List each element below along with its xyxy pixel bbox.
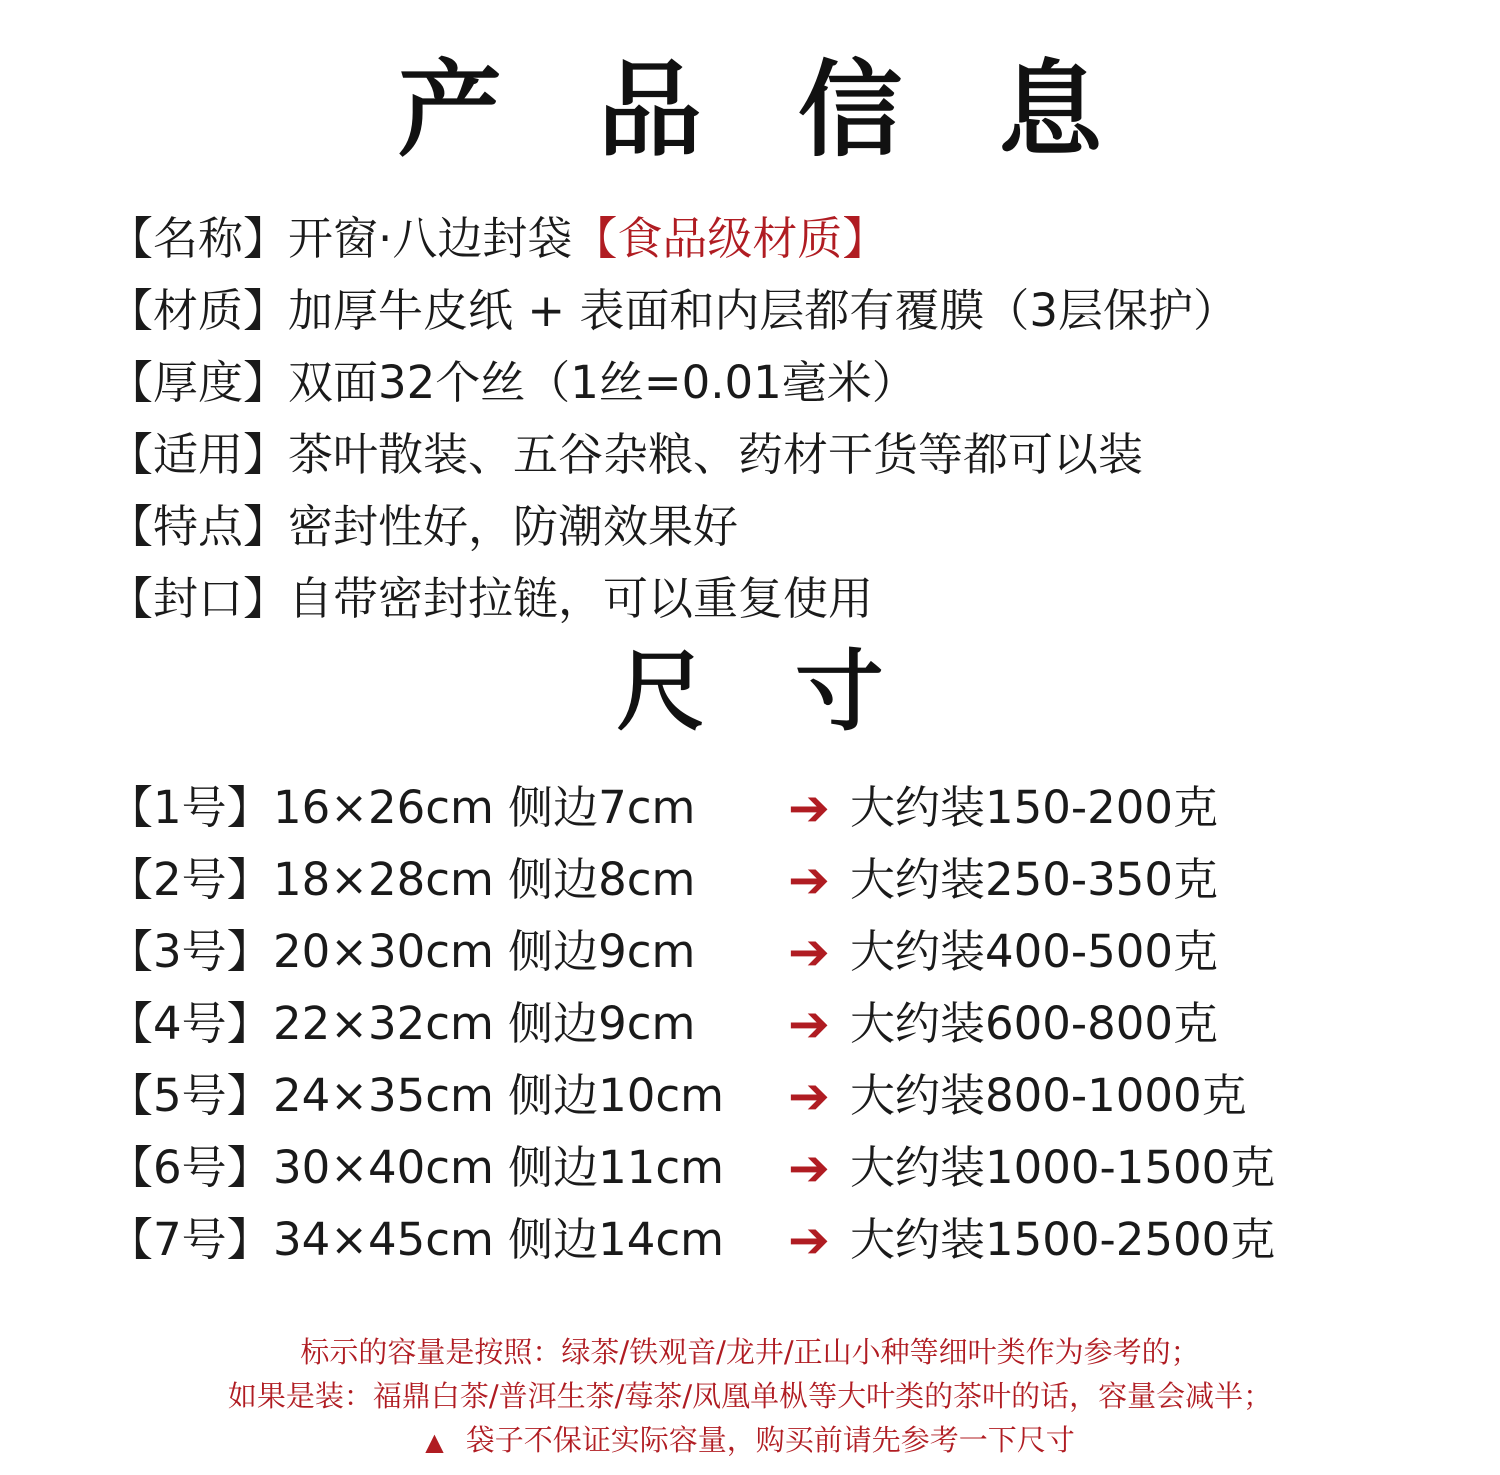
capacity-notes — [0, 1330, 1500, 1462]
info-value: 自带密封拉链，可以重复使用 — [288, 572, 874, 625]
info-row-thickness — [108, 347, 1238, 419]
size-number: 【7号】 — [108, 1213, 272, 1266]
size-dimensions: 34×45cm 侧边14cm — [273, 1213, 724, 1266]
size-capacity: 大约装400-500克 — [850, 925, 1219, 978]
info-value: 加厚牛皮纸 + 表面和内层都有覆膜（3层保护） — [288, 284, 1238, 337]
info-label: 【特点】 — [108, 500, 289, 553]
page-title: 产 品 信 息 — [397, 49, 1133, 171]
size-section-title: 尺 寸 — [616, 640, 914, 743]
size-capacity: 大约装1000-1500克 — [850, 1141, 1276, 1194]
size-number: 【6号】 — [108, 1141, 272, 1194]
info-row-usage — [108, 419, 1238, 491]
warning-triangle-icon: ▲ — [425, 1428, 444, 1456]
size-dimensions: 20×30cm 侧边9cm — [273, 925, 696, 978]
arrow-right-icon: ➔ — [788, 779, 830, 837]
info-value: 密封性好，防潮效果好 — [288, 500, 739, 553]
arrow-right-icon: ➔ — [788, 995, 830, 1053]
info-value: 开窗·八边封袋 — [288, 212, 573, 265]
note-line-3 — [0, 1418, 1500, 1462]
size-capacity: 大约装150-200克 — [850, 781, 1219, 834]
note-warning-text: 袋子不保证实际容量，购买前请先参考一下尺寸 — [465, 1423, 1075, 1457]
size-number: 【2号】 — [108, 853, 272, 906]
arrow-right-icon: ➔ — [788, 1211, 830, 1269]
size-number: 【5号】 — [108, 1069, 272, 1122]
size-capacity: 大约装250-350克 — [850, 853, 1219, 906]
info-label: 【材质】 — [108, 284, 289, 337]
size-dimensions: 22×32cm 侧边9cm — [273, 997, 696, 1050]
info-value: 茶叶散装、五谷杂粮、药材干货等都可以装 — [288, 428, 1144, 481]
info-highlight: 【食品级材质】 — [572, 212, 888, 265]
size-capacity: 大约装800-1000克 — [850, 1069, 1247, 1122]
info-value: 双面32个丝（1丝=0.01毫米） — [288, 356, 917, 409]
product-info-list — [108, 203, 1238, 635]
size-number: 【1号】 — [108, 781, 272, 834]
note-line-2: 如果是装：福鼎白茶/普洱生茶/莓茶/凤凰单枞等大叶类的茶叶的话，容量会减半； — [227, 1379, 1273, 1413]
info-label: 【厚度】 — [108, 356, 289, 409]
info-row-material — [108, 275, 1238, 347]
size-dimensions: 30×40cm 侧边11cm — [273, 1141, 724, 1194]
info-row-name — [108, 203, 1238, 275]
arrow-right-icon: ➔ — [788, 1067, 830, 1125]
arrow-right-icon: ➔ — [788, 923, 830, 981]
info-label: 【名称】 — [108, 212, 289, 265]
size-number: 【4号】 — [108, 997, 272, 1050]
info-row-features — [108, 491, 1238, 563]
size-number: 【3号】 — [108, 925, 272, 978]
size-capacity: 大约装600-800克 — [850, 997, 1219, 1050]
info-label: 【适用】 — [108, 428, 289, 481]
info-label: 【封口】 — [108, 572, 289, 625]
size-capacity: 大约装1500-2500克 — [850, 1213, 1276, 1266]
size-dimensions: 24×35cm 侧边10cm — [273, 1069, 724, 1122]
arrow-right-icon: ➔ — [788, 1139, 830, 1197]
size-dimensions: 16×26cm 侧边7cm — [273, 781, 696, 834]
info-row-seal — [108, 563, 1238, 635]
arrow-right-icon: ➔ — [788, 851, 830, 909]
note-line-1: 标示的容量是按照：绿茶/铁观音/龙井/正山小种等细叶类作为参考的； — [300, 1335, 1200, 1369]
size-dimensions: 18×28cm 侧边8cm — [273, 853, 696, 906]
